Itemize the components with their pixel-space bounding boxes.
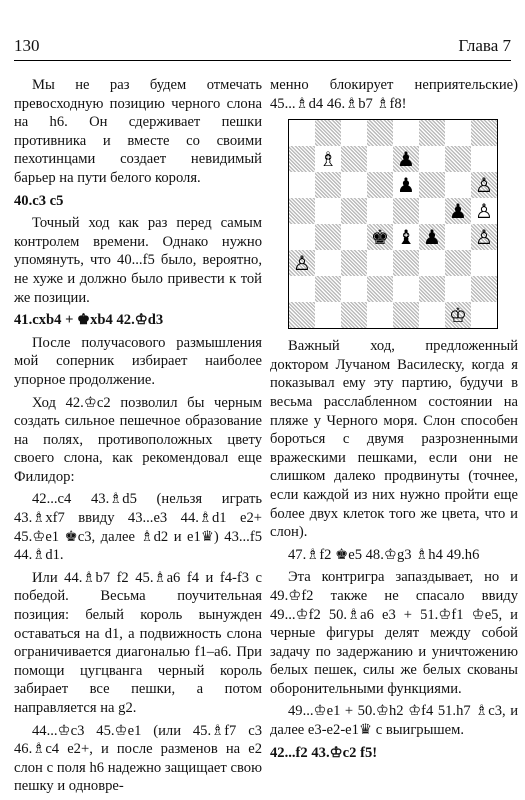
board-square: [341, 224, 367, 250]
board-square: [315, 250, 341, 276]
board-square: [289, 198, 315, 224]
board-square: [341, 146, 367, 172]
paragraph: менно блокирует неприятельские) 45...♗d4 46.♗b7 ♗f8!: [270, 77, 518, 112]
board-square: [471, 198, 497, 224]
board-square: [367, 224, 393, 250]
chess-piece-icon: ♟: [449, 199, 467, 224]
paragraph: 44...♔c3 45.♔e1 (или 45.♗f7 c3 46.♗c4 e2+, и после разменов на e2 слон с поля h6 надежно защищает свою пешку и одновре-: [14, 722, 262, 795]
board-square: [393, 198, 419, 224]
board-square: [419, 302, 445, 328]
board-square: [445, 146, 471, 172]
chess-piece-icon: ♔: [449, 303, 467, 328]
board-square: [419, 146, 445, 172]
board-square: [445, 250, 471, 276]
board-square: [419, 120, 445, 146]
board-square: [393, 302, 419, 328]
board-square: [393, 146, 419, 172]
board-square: [419, 198, 445, 224]
paragraph: Мы не раз будем отмечать превосходную позицию черного слона на h6. Он сдерживает пешки противника и вместе со своими пехотинцами создает невидимый барьер на пути белого короля.: [14, 77, 262, 186]
move-line: 40.c3 c5: [14, 192, 64, 209]
board-square: [289, 224, 315, 250]
chess-piece-icon: ♙: [475, 225, 493, 250]
board-square: [289, 146, 315, 172]
board-square: [471, 276, 497, 302]
board-square: [471, 250, 497, 276]
board-square: [315, 276, 341, 302]
board-square: [419, 276, 445, 302]
board-square: [289, 276, 315, 302]
board-square: [289, 120, 315, 146]
board-square: [445, 120, 471, 146]
page-number: 130: [14, 36, 40, 55]
board-square: [471, 172, 497, 198]
board-square: [419, 224, 445, 250]
board-square: [393, 224, 419, 250]
board-square: [367, 172, 393, 198]
paragraph: 47.♗f2 ♚e5 48.♔g3 ♗h4 49.h6: [288, 546, 480, 563]
board-square: [341, 120, 367, 146]
board-square: [315, 302, 341, 328]
chess-piece-icon: ♙: [293, 251, 311, 276]
right-column: [270, 76, 518, 766]
chess-piece-icon: ♙: [475, 173, 493, 198]
chess-piece-icon: ♚: [371, 225, 389, 250]
board-square: [289, 172, 315, 198]
board-square: [471, 120, 497, 146]
board-square: [289, 302, 315, 328]
board-square: [393, 172, 419, 198]
board-square: [445, 198, 471, 224]
chess-piece-icon: ♝: [397, 225, 415, 250]
chess-piece-icon: ♟: [397, 147, 415, 172]
board-square: [341, 276, 367, 302]
paragraph: Важный ход, предложенный доктором Лучаном Василеску, когда я показывал ему эту партию, будучи в весьма расслабленном состоянии на пляже у Черного моря. Слон способен бороться с двумя разрозненными вражескими пешками, если они не слишком далеко продвинуты (точнее, если каждой из них нужно пройти еще более двух клеток того же цвета, что и слон).: [270, 338, 518, 541]
chess-piece-icon: ♙: [475, 199, 493, 224]
board-square: [445, 224, 471, 250]
board-square: [367, 198, 393, 224]
board-square: [419, 172, 445, 198]
board-square: [445, 276, 471, 302]
board-square: [315, 172, 341, 198]
board-square: [445, 172, 471, 198]
board-square: [341, 250, 367, 276]
board-square: [367, 120, 393, 146]
board-square: [393, 250, 419, 276]
chess-piece-icon: ♟: [423, 225, 441, 250]
board-square: [471, 302, 497, 328]
board-square: [367, 302, 393, 328]
board-square: [471, 224, 497, 250]
board-square: [315, 120, 341, 146]
paragraph: 42...c4 43.♗d5 (нельзя играть 43.♗xf7 ввиду 43...e3 44.♗d1 e2+ 45.♔e1 ♚c3, далее ♗d2 и e1♛) 43...f5 44.♗d1.: [14, 491, 262, 564]
paragraph: Ход 42.♔c2 позволил бы черным создать сильное пешечное образование на полях, противоположных цвету своего слона, как рекомендовал еще Филидор:: [14, 394, 262, 485]
move-line: 42...f2 43.♔c2 f5!: [270, 744, 378, 761]
board-square: [315, 224, 341, 250]
chess-piece-icon: ♟: [397, 173, 415, 198]
left-column: [14, 76, 262, 800]
board-square: [367, 276, 393, 302]
board-square: [315, 146, 341, 172]
chess-diagram: [288, 119, 498, 329]
board-square: [393, 276, 419, 302]
paragraph: После получасового размышления мой соперник избирает наиболее упорное продолжение.: [14, 334, 262, 388]
board-square: [367, 250, 393, 276]
board-square: [341, 172, 367, 198]
board-square: [419, 250, 445, 276]
chapter-title: Глава 7: [458, 36, 511, 55]
board-square: [393, 120, 419, 146]
board-square: [367, 146, 393, 172]
board-square: [315, 198, 341, 224]
paragraph: Или 44.♗b7 f2 45.♗a6 f4 и f4-f3 с победой. Весьма поучительная позиция: белый король вынужден оставаться на d1, а подвижность слона ограничивается диагональю f1–a6. При помощи цугцванга черный король забирает все пешки, а потом направляется на g2.: [14, 569, 262, 716]
header-rule: [14, 60, 511, 61]
paragraph: Эта контригра запаздывает, но и 49.♔f2 также не спасало ввиду 49...♔f2 50.♗a6 e3 + 51.♔f1 ♔e5, и черные фигуры делят между собой задачу по задержанию и уничтожению белых пешек, силы же белых скованы оборонительными функциями.: [270, 569, 518, 697]
board-square: [445, 302, 471, 328]
paragraph: Точный ход как раз перед самым контролем времени. Однако нужно упомянуть, что 40...f5 было, вероятно, не хуже и должно было привести к той же позиции.: [14, 215, 262, 306]
board-square: [471, 146, 497, 172]
board-square: [289, 250, 315, 276]
board-square: [341, 198, 367, 224]
move-line: 41.cxb4 + ♚xb4 42.♔d3: [14, 312, 164, 329]
paragraph: 49...♔e1 + 50.♔h2 ♔f4 51.h7 ♗c3, и далее e3-e2-e1♛ с выигрышем.: [270, 703, 518, 739]
chess-piece-icon: ♗: [319, 147, 337, 172]
board-square: [341, 302, 367, 328]
